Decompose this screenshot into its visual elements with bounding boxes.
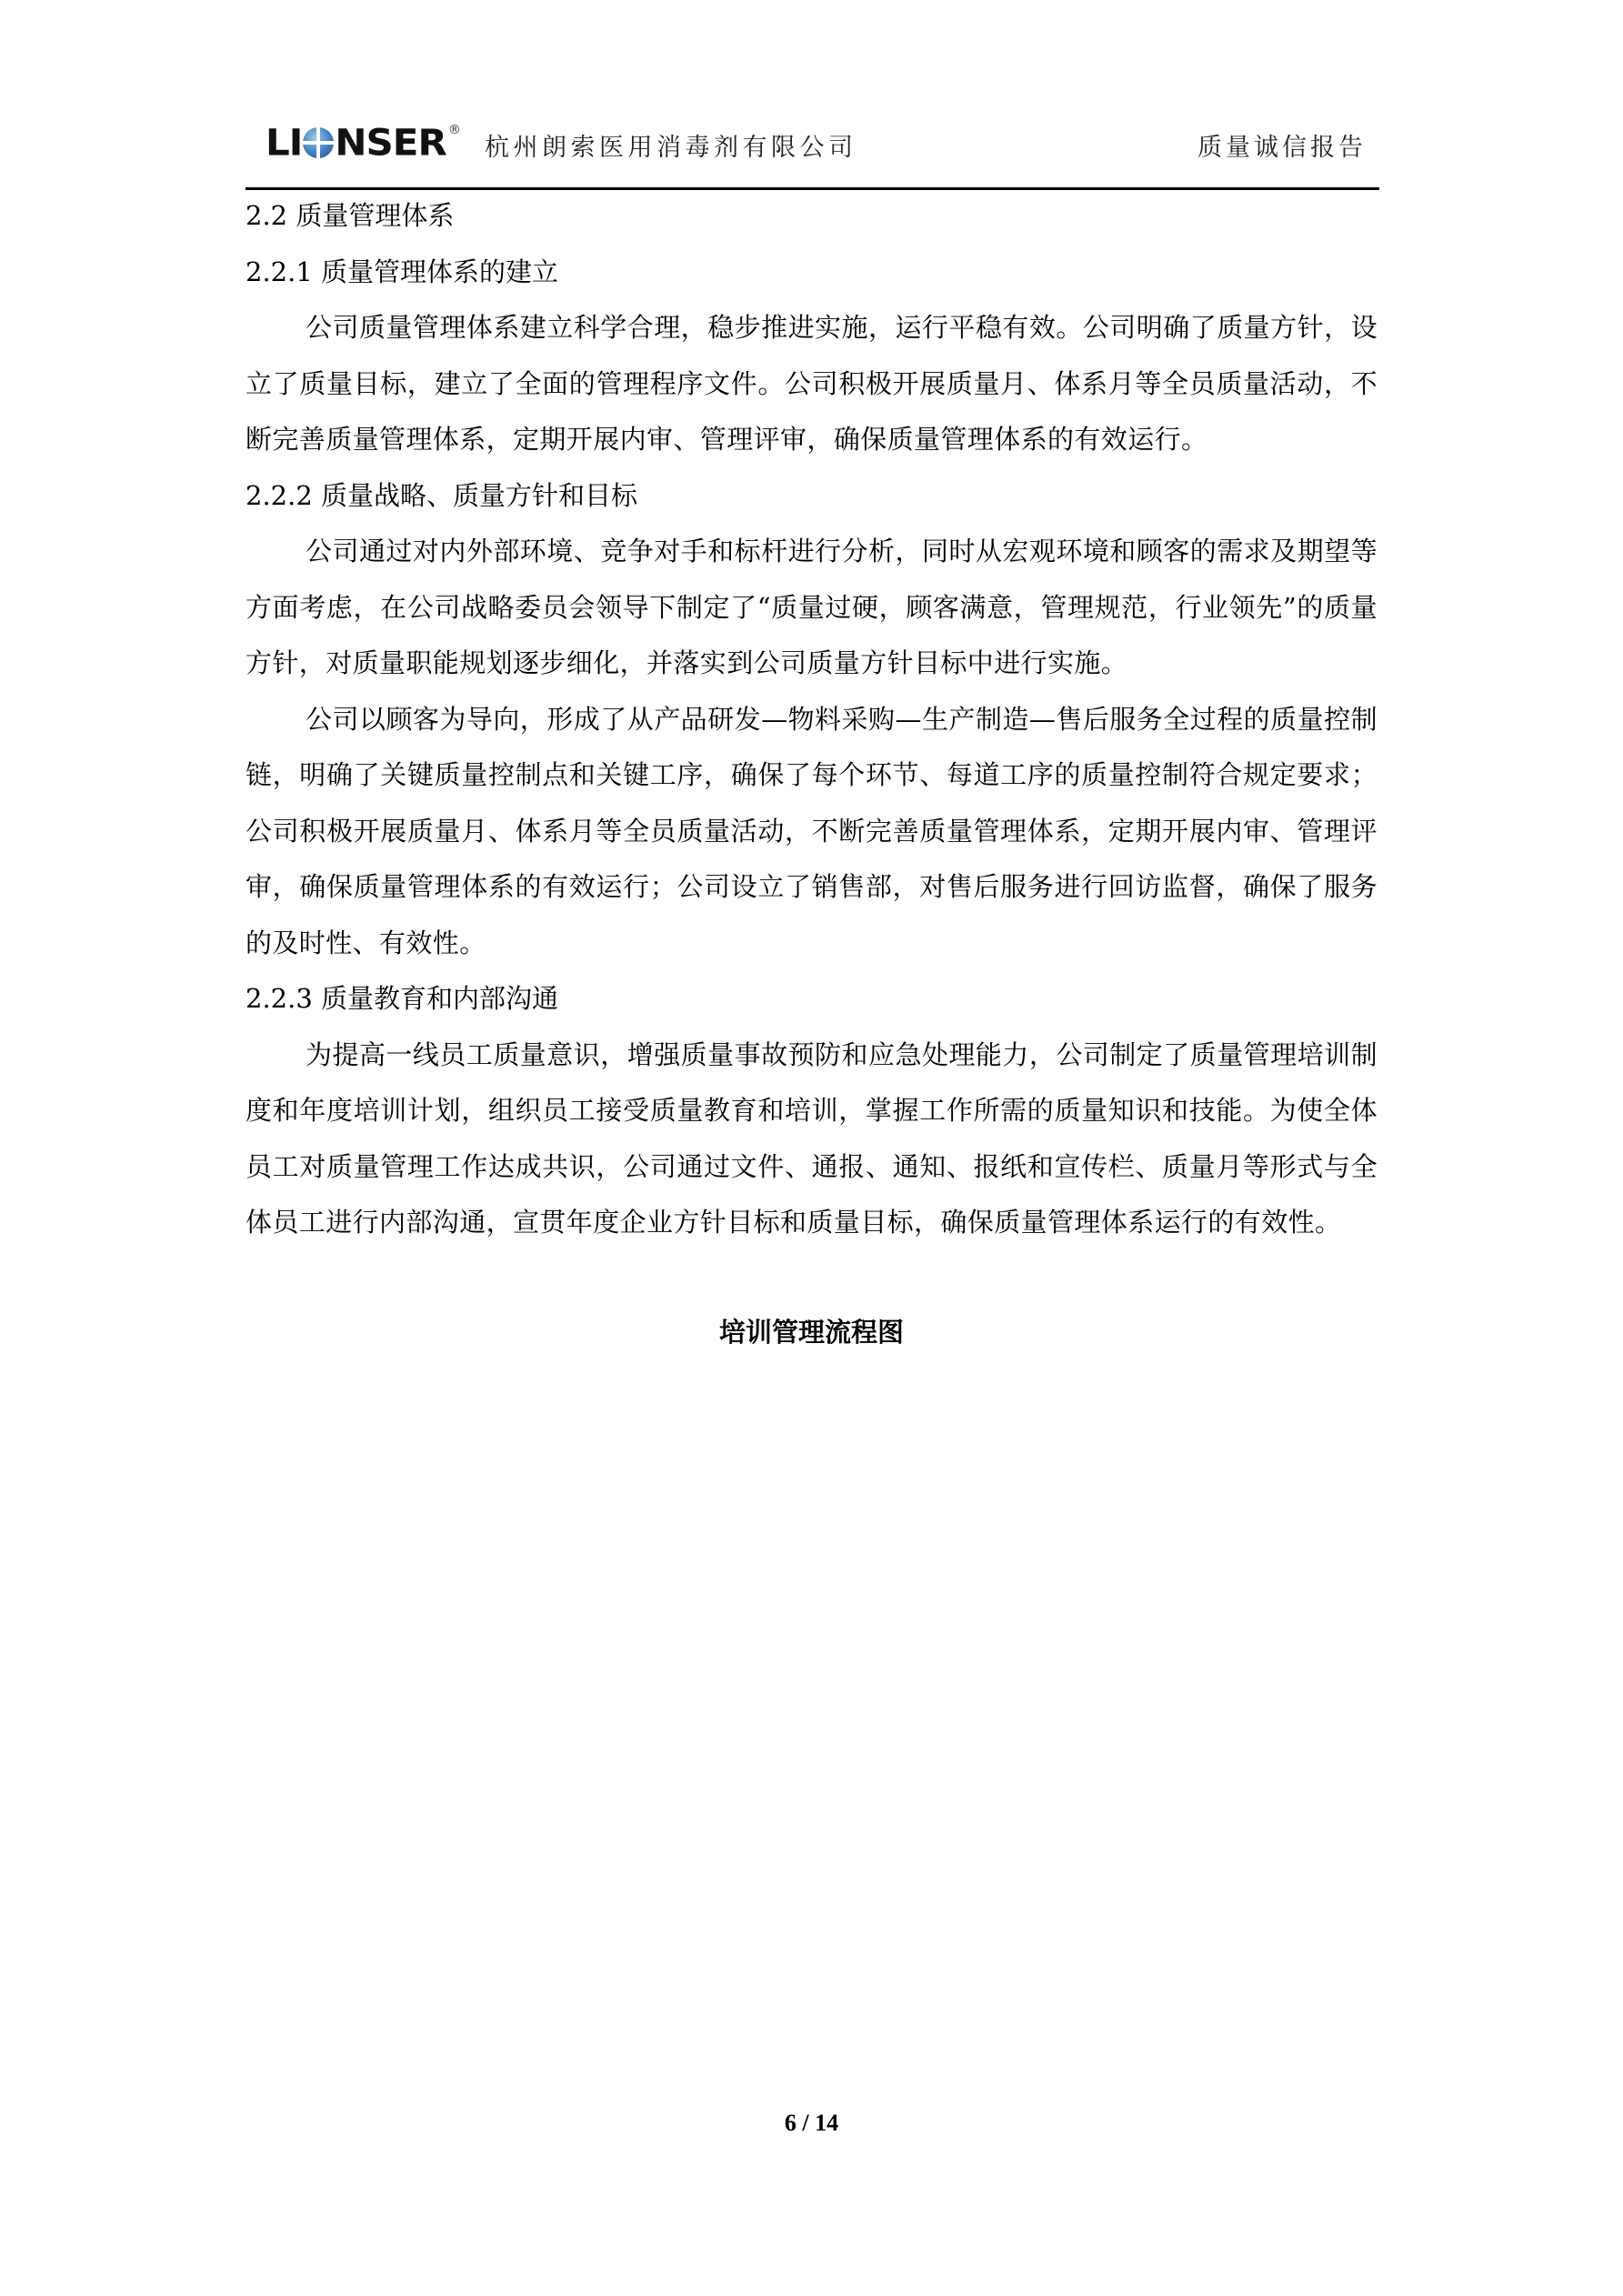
paragraph: 公司质量管理体系建立科学合理，稳步推进实施，运行平稳有效。公司明确了质量方针，设立了质量目标，建立了全面的管理程序文件。公司积极开展质量月、体系月等全员质量活动，不断完善质量管理体系，定期开展内审、管理评审，确保质量管理体系的有效运行。 (245, 312, 1378, 455)
page-number: 6 / 14 (784, 2110, 839, 2136)
globe-icon (303, 127, 334, 158)
paragraph: 公司以顾客为导向，形成了从产品研发—物料采购—生产制造—售后服务全过程的质量控制链，明确了关键质量控制点和关键工序，确保了每个环节、每道工序的质量控制符合规定要求；公司积极开展质量月、体系月等全员质量活动，不断完善质量管理体系，定期开展内审、管理评审，确保质量管理体系的有效运行；公司设立了销售部，对售后服务进行回访监督，确保了服务的及时性、有效性。 (245, 703, 1378, 958)
section-heading-2-2-2: 2.2.2 质量战略、质量方针和目标 (245, 479, 638, 511)
logo-text-left: LI (265, 121, 303, 164)
logo-text-right: NSER (335, 121, 446, 164)
section-heading-2-2-1: 2.2.1 质量管理体系的建立 (245, 256, 559, 287)
registered-mark: ® (447, 123, 461, 137)
figure-caption: 培训管理流程图 (718, 1317, 904, 1348)
report-title: 质量诚信报告 (1197, 134, 1367, 162)
company-name: 杭州朗索医用消毒剂有限公司 (485, 134, 857, 162)
section-heading-2-2: 2.2 质量管理体系 (245, 200, 455, 231)
section-heading-2-2-3: 2.2.3 质量教育和内部沟通 (245, 983, 559, 1014)
company-logo (265, 121, 461, 164)
paragraph: 为提高一线员工质量意识，增强质量事故预防和应急处理能力，公司制定了质量管理培训制度和年度培训计划，组织员工接受质量教育和培训，掌握工作所需的质量知识和技能。为使全体员工对质量管理工作达成共识，公司通过文件、通报、通知、报纸和宣传栏、质量月等形式与全体员工进行内部沟通，宣贯年度企业方针目标和质量目标，确保质量管理体系运行的有效性。 (245, 1038, 1378, 1238)
flowchart-placeholder (245, 1364, 1378, 2073)
page-content (245, 188, 1378, 1251)
page-header (245, 116, 1379, 189)
paragraph: 公司通过对内外部环境、竞争对手和标杆进行分析，同时从宏观环境和顾客的需求及期望等方面考虑，在公司战略委员会领导下制定了“质量过硬，顾客满意，管理规范，行业领先”的质量方针，对质量职能规划逐步细化，并落实到公司质量方针目标中进行实施。 (245, 536, 1378, 678)
